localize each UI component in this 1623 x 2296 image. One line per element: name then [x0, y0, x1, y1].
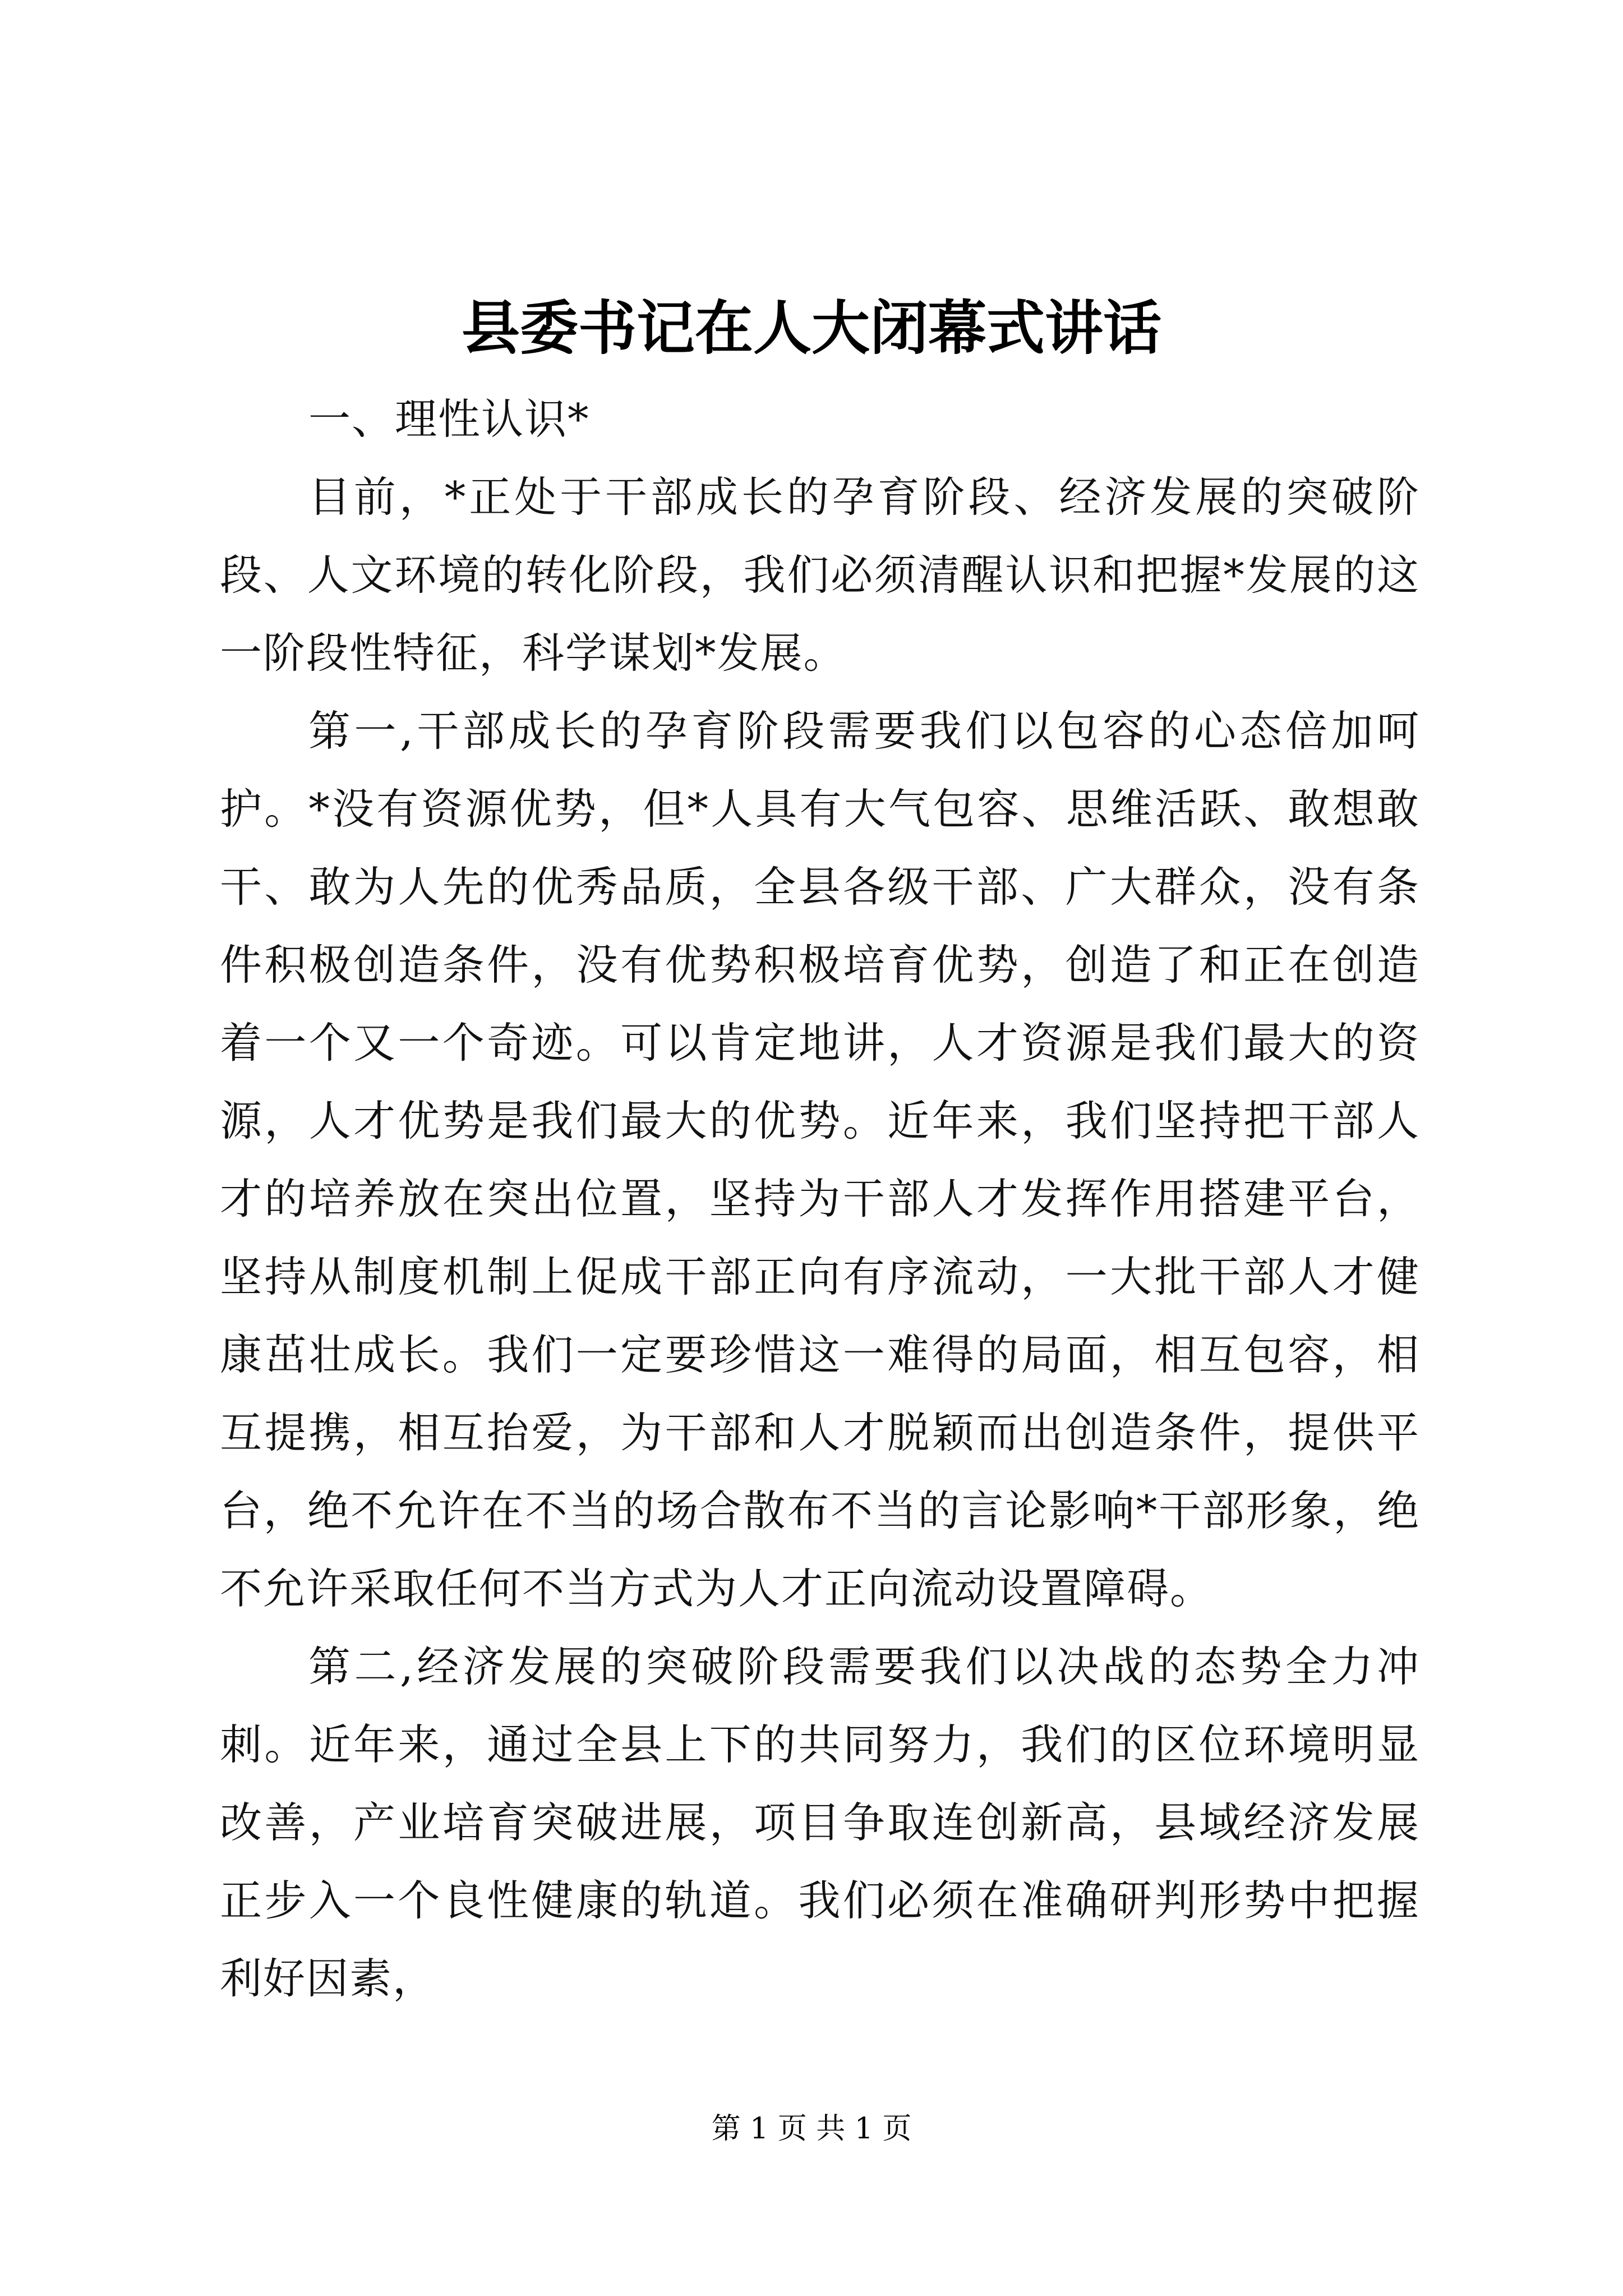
- section-heading: 一、理性认识*: [308, 394, 590, 444]
- document-body: [220, 380, 1420, 2018]
- document-title: 县委书记在人大闭幕式讲话: [461, 293, 1161, 362]
- paragraph: 第一,干部成长的孕育阶段需要我们以包容的心态倍加呵护。*没有资源优势，但*人具有大气包容、思维活跃、敢想敢干、敢为人先的优秀品质，全县各级干部、广大群众，没有条件积极创造条件，没有优势积极培育优势，创造了和正在创造着一个又一个奇迹。可以肯定地讲，人才资源是我们最大的资源，人才优势是我们最大的优势。近年来，我们坚持把干部人才的培养放在突出位置，坚持为干部人才发挥作用搭建平台，坚持从制度机制上促成干部正向有序流动，一大批干部人才健康茁壮成长。我们一定要珍惜这一难得的局面，相互包容，相互提携，相互抬爱，为干部和人才脱颖而出创造条件，提供平台，绝不允许在不当的场合散布不当的言论影响*干部形象，绝不允许采取任何不当方式为人才正向流动设置障碍。: [220, 706, 1420, 1613]
- paragraph: 目前，*正处于干部成长的孕育阶段、经济发展的突破阶段、人文环境的转化阶段，我们必须清醒认识和把握*发展的这一阶段性特征，科学谋划*发展。: [220, 472, 1420, 678]
- page-footer: 第 1 页 共 1 页: [711, 2112, 912, 2146]
- paragraph: 第二,经济发展的突破阶段需要我们以决战的态势全力冲刺。近年来，通过全县上下的共同努力，我们的区位环境明显改善，产业培育突破进展，项目争取连创新高，县域经济发展正步入一个良性健康的轨道。我们必须在准确研判形势中把握利好因素，: [220, 1642, 1420, 2003]
